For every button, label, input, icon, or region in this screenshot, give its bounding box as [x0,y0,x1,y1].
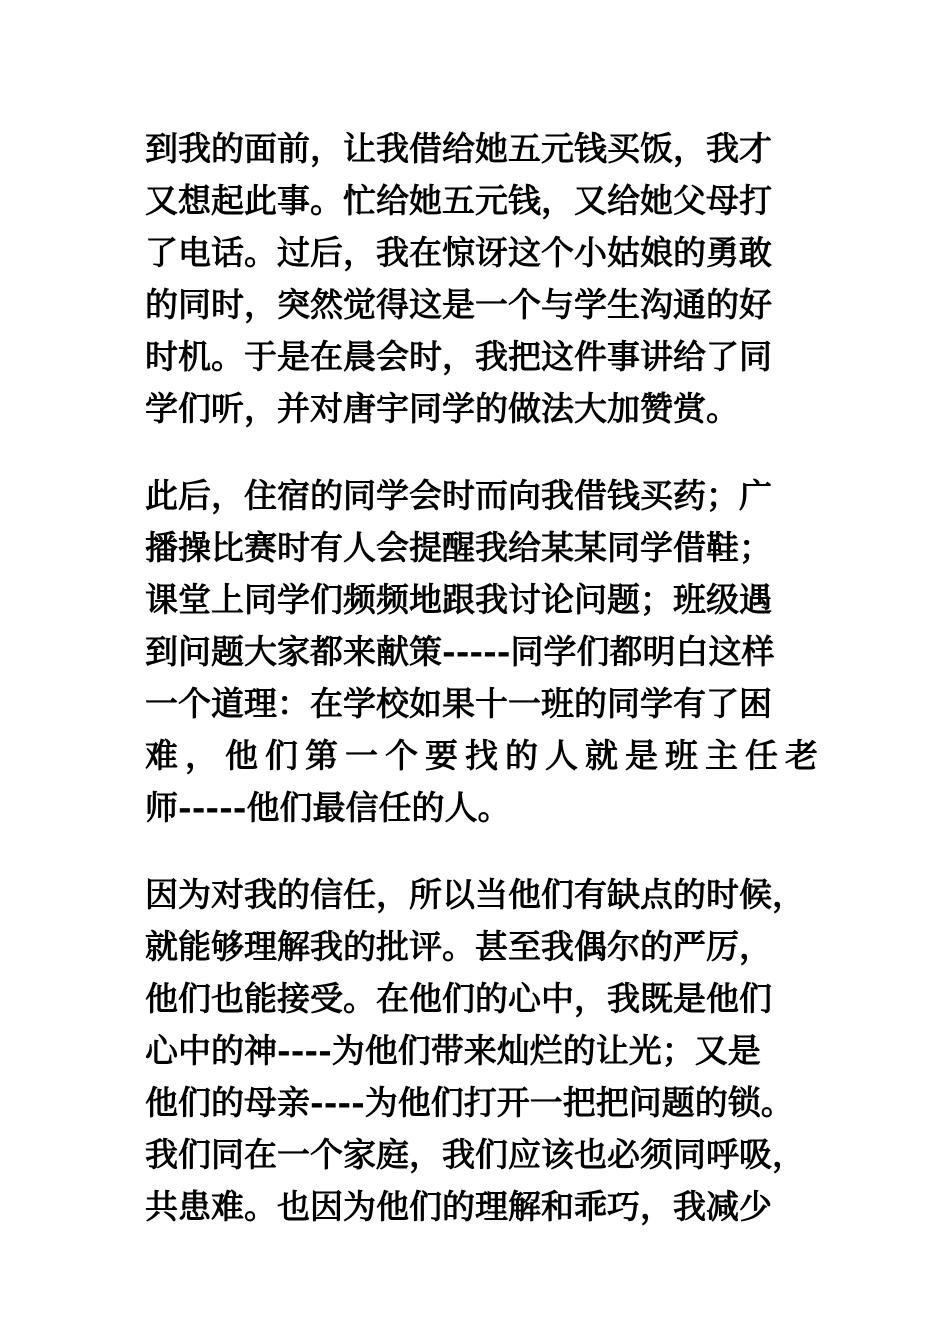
text-line: 心中的神----为他们带来灿烂的让光；又是 [145,1031,761,1070]
text-line: 又想起此事。忙给她五元钱，又给她父母打 [145,181,772,220]
text-line: 时机。于是在晨会时，我把这件事讲给了同 [145,337,772,376]
text-line: 的同时，突然觉得这是一个与学生沟通的好 [145,285,772,324]
paragraph-1 [145,123,845,435]
text-line: 因为对我的信任，所以当他们有缺点的时候， [145,875,805,914]
text-line: 播操比赛时有人会提醒我给某某同学借鞋； [145,528,772,567]
text-line: 学们听，并对唐宇同学的做法大加赞赏。 [145,389,739,428]
text-line: 此后，住宿的同学会时而向我借钱买药；广 [145,476,772,515]
text-line: 他们的母亲----为他们打开一把把问题的锁。 [145,1083,794,1122]
text-line: 他们也能接受。在他们的心中，我既是他们 [145,979,772,1018]
text-line: 我们同在一个家庭，我们应该也必须同呼吸， [145,1135,805,1174]
text-line: 到问题大家都来献策-----同学们都明白这样 [145,632,775,671]
text-line: 到我的面前，让我借给她五元钱买饭，我才 [145,129,772,168]
paragraph-3 [145,869,845,1233]
text-line: 师-----他们最信任的人。 [145,788,511,827]
paragraph-2 [145,470,845,834]
text-line: 一个道理：在学校如果十一班的同学有了困 [145,684,772,723]
text-line: 共患难。也因为他们的理解和乖巧，我减少 [145,1187,772,1226]
text-line: 课堂上同学们频频地跟我讨论问题；班级遇 [145,580,772,619]
text-line: 了电话。过后，我在惊讶这个小姑娘的勇敢 [145,233,772,272]
text-line: 就能够理解我的批评。甚至我偶尔的严厉， [145,927,772,966]
text-line: 难，他们第一个要找的人就是班主任老 [145,736,825,775]
